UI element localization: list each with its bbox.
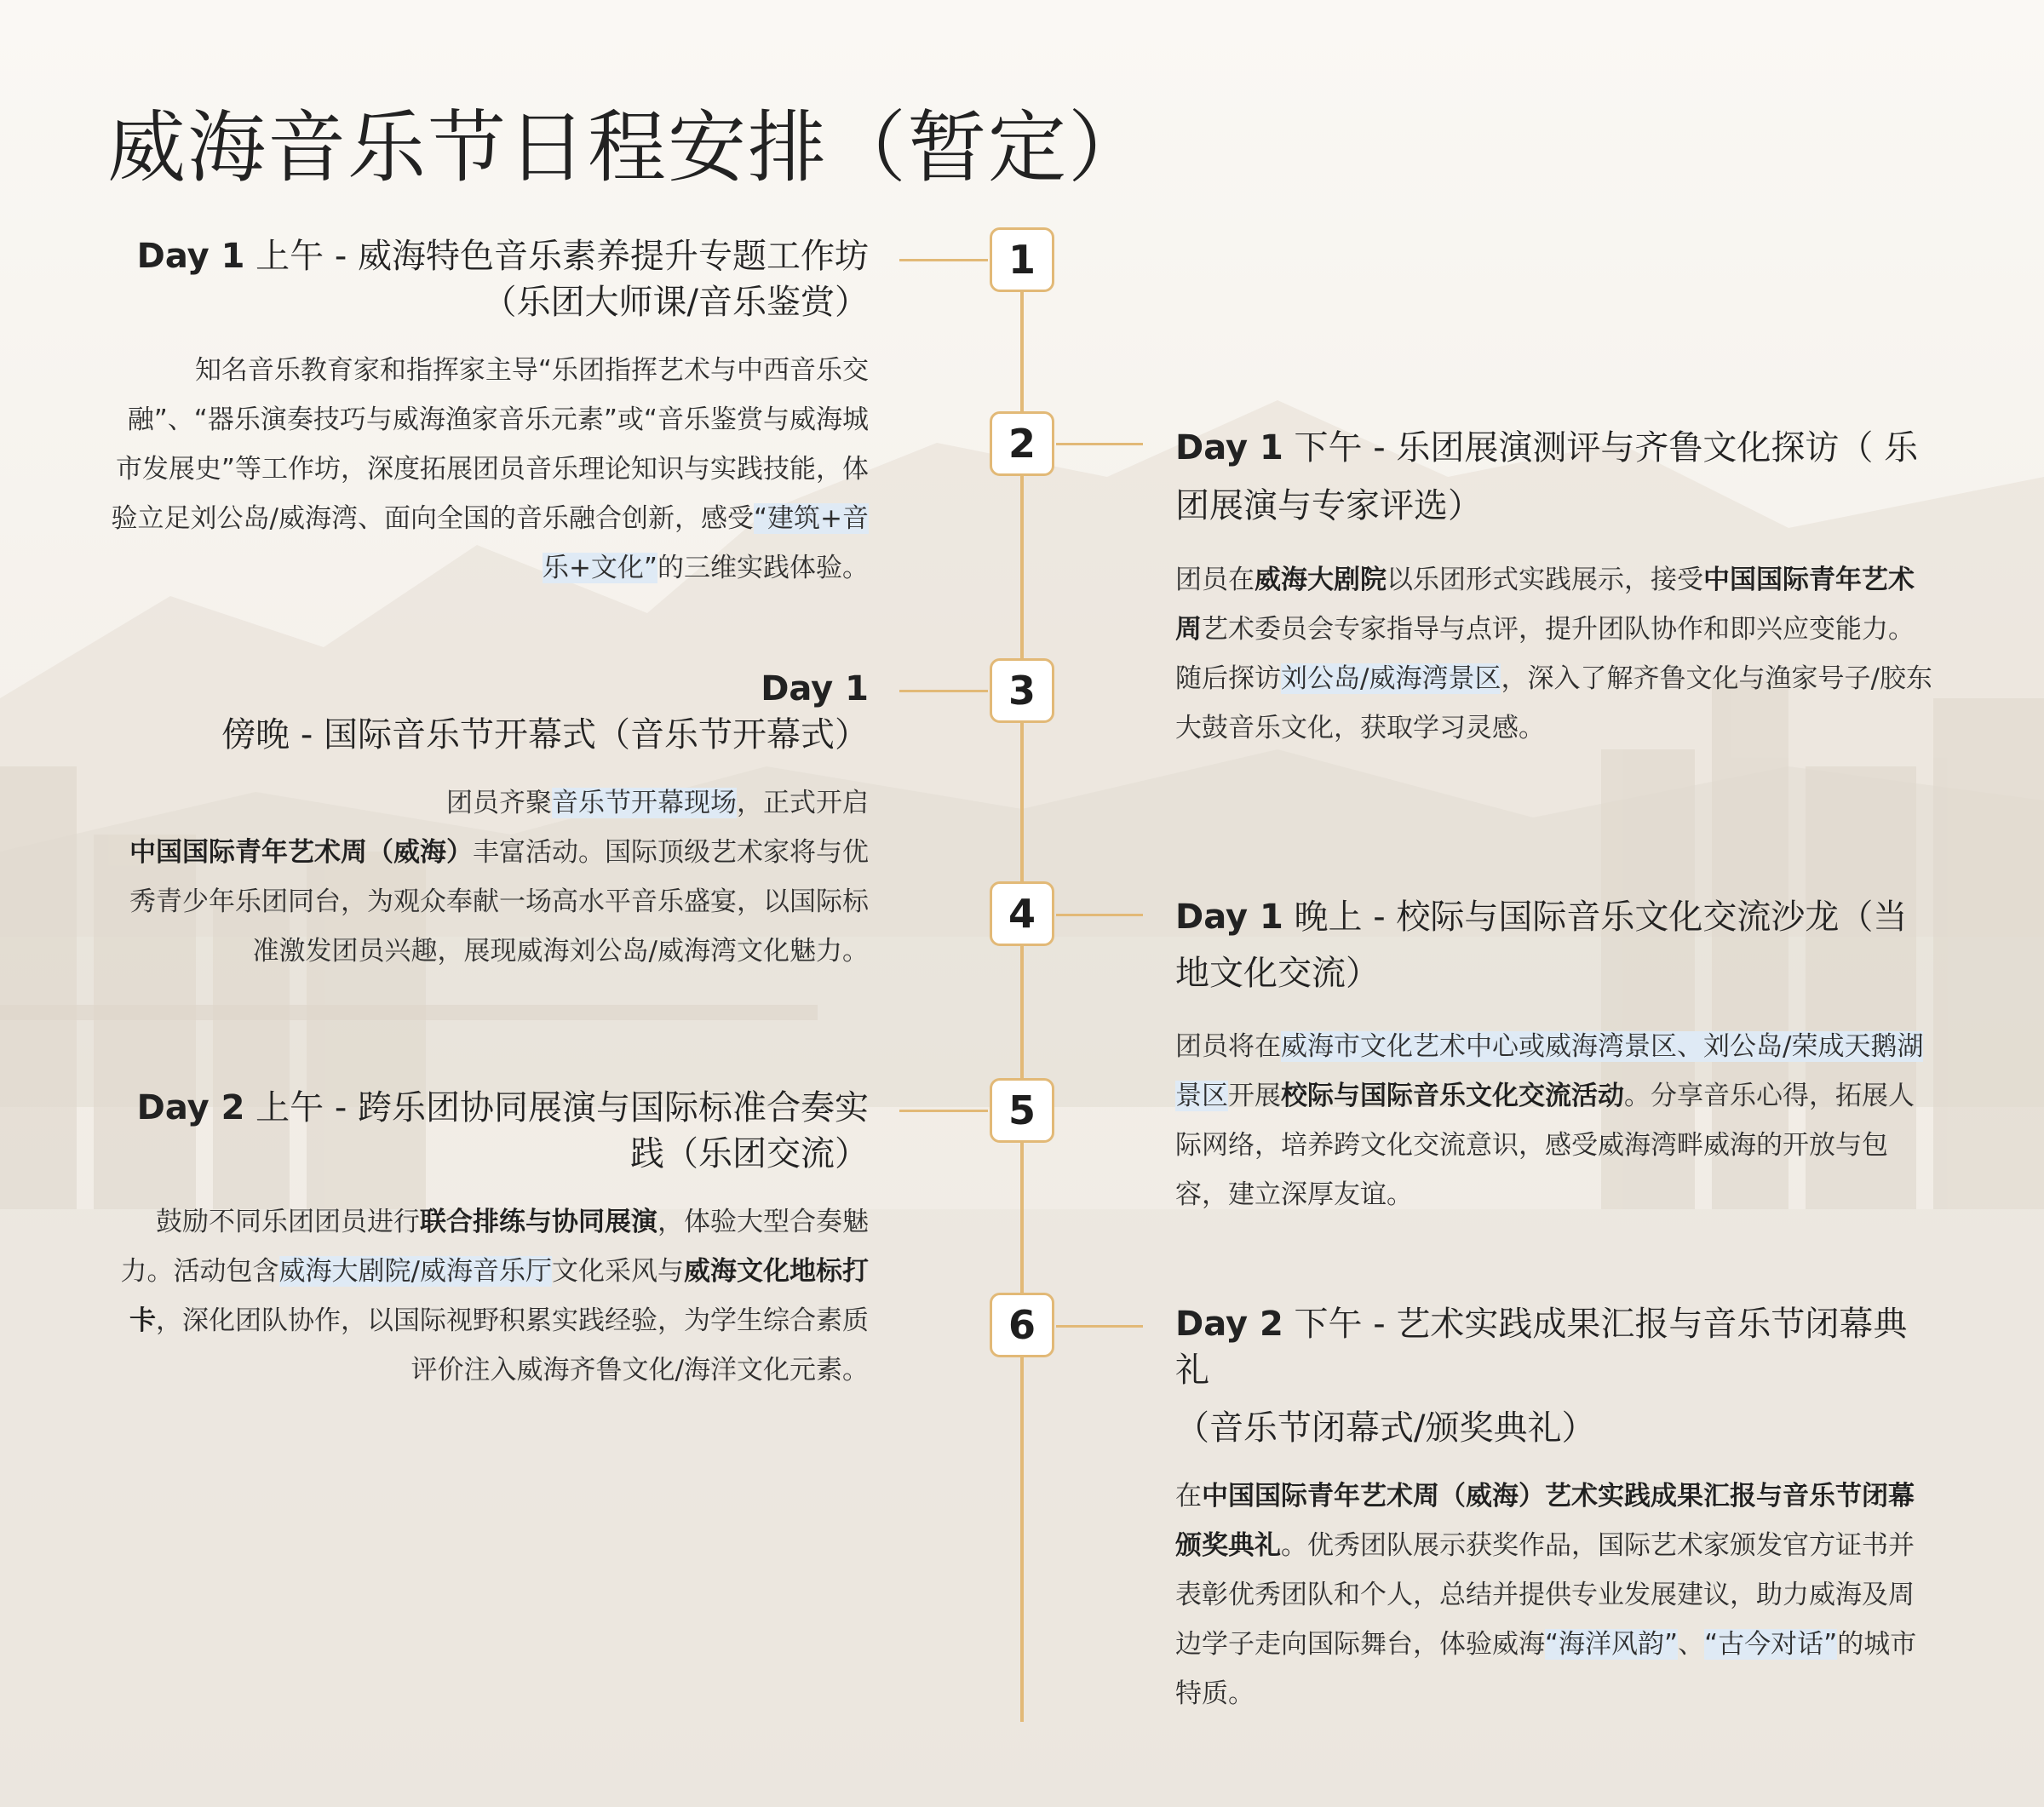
desc-highlight: 刘公岛/威海湾景区: [1281, 663, 1501, 694]
desc-text: 知名音乐教育家和指挥家主导“乐团指挥艺术与中西音乐交融”、“器乐演奏技巧与威海渔家音乐元素”或“音乐鉴赏与威海城市发展史”等工作坊，深度拓展团员音乐理论知识与实践技能，体验立足刘公岛/威海湾、面向全国的音乐融合创新，感受: [111, 355, 869, 534]
event-heading: [1175, 1301, 1933, 1393]
desc-bold: 威海文化地标打卡: [129, 1256, 869, 1336]
event-3: [107, 666, 869, 976]
desc-text: 的城市特质。: [1175, 1629, 1917, 1709]
event-day: Day 2: [136, 1088, 245, 1127]
event-6: [1175, 1301, 1933, 1718]
event-heading: [107, 233, 869, 325]
desc-highlight: 音乐节开幕现场: [552, 788, 737, 818]
connector-1: [899, 259, 988, 261]
event-day: Day 1: [1175, 428, 1283, 468]
desc-text: 团员将在: [1175, 1031, 1281, 1062]
desc-highlight: 威海大剧院/威海音乐厅: [278, 1256, 552, 1287]
event-description: [107, 346, 869, 593]
desc-text: ，体验大型合奏魅力。活动包含: [120, 1207, 869, 1287]
desc-bold: 威海大剧院: [1255, 565, 1387, 595]
event-heading: [1175, 889, 1933, 1001]
desc-bold: 中国国际青年艺术周（威海）: [129, 837, 473, 868]
desc-bold: 校际与国际音乐文化交流活动: [1281, 1081, 1624, 1111]
page-title: 威海音乐节日程安排（暂定）: [107, 102, 1149, 193]
step-marker-6: 6: [990, 1293, 1054, 1357]
desc-text: 团员在: [1175, 565, 1255, 595]
desc-bold: 中国国际青年艺术周（威海）艺术实践成果汇报与音乐节闭幕颁奖典礼: [1175, 1481, 1915, 1561]
desc-bold: 联合排练与协同展演: [420, 1207, 657, 1237]
event-day: Day 2: [1175, 1305, 1283, 1344]
connector-2: [1056, 443, 1143, 445]
event-day: Day 1: [136, 237, 245, 276]
event-day: Day 1: [1175, 898, 1283, 937]
desc-text: ，正式开启: [737, 788, 869, 818]
event-2: [1175, 419, 1933, 753]
desc-text: ，深入了解齐鲁文化与渔家号子/胶东大鼓音乐文化，获取学习灵感。: [1175, 663, 1932, 743]
event-description: [107, 778, 869, 976]
desc-text: 鼓励不同乐团团员进行: [156, 1207, 420, 1237]
event-heading: [107, 1085, 869, 1177]
event-title: 傍晚 - 国际音乐节开幕式（音乐节开幕式）: [221, 715, 869, 754]
connector-5: [899, 1110, 988, 1112]
event-subheading: （音乐节闭幕式/颁奖典礼）: [1175, 1408, 1596, 1448]
event-title: 下午 - 艺术实践成果汇报与音乐节闭幕典礼: [1175, 1305, 1908, 1390]
step-marker-5: 5: [990, 1078, 1054, 1143]
event-title: 下午 - 乐团展演测评与齐鲁文化探访（ 乐团展演与专家评选）: [1175, 428, 1919, 525]
desc-text: 。优秀团队展示获奖作品，国际艺术家颁发官方证书并表彰优秀团队和个人，总结并提供专业发展建议，助力威海及周边学子走向国际舞台，体验威海: [1175, 1530, 1915, 1660]
desc-text: 艺术委员会专家指导与点评，提升团队协作和即兴应变能力。随后探访: [1175, 614, 1915, 694]
connector-3: [899, 690, 988, 692]
event-1: [107, 233, 869, 593]
desc-highlight: 威海市文化艺术中心或威海湾景区、刘公岛/荣成天鹅湖景区: [1175, 1031, 1924, 1111]
event-description: [1175, 555, 1933, 753]
desc-text: 丰富活动。国际顶级艺术家将与优秀青少年乐团同台，为观众奉献一场高水平音乐盛宴，以国际标准激发团员兴趣，展现威海刘公岛/威海湾文化魅力。: [129, 837, 869, 967]
desc-text: 以乐团形式实践展示，接受: [1387, 565, 1703, 595]
event-day: Day 1: [761, 669, 869, 708]
desc-text: 在: [1175, 1481, 1202, 1512]
desc-highlight: “海洋风韵”: [1545, 1629, 1679, 1660]
desc-highlight: “建筑+音乐+文化”: [542, 503, 869, 583]
desc-text: ，深化团队协作，以国际视野积累实践经验，为学生综合素质评价注入威海齐鲁文化/海洋文化元素。: [156, 1305, 869, 1385]
event-title: 上午 - 威海特色音乐素养提升专题工作坊（乐团大师课/音乐鉴赏）: [244, 237, 869, 322]
step-marker-1: 1: [990, 227, 1054, 292]
event-heading: [107, 666, 869, 758]
desc-text: 开展: [1228, 1081, 1281, 1111]
desc-text: 。分享音乐心得，拓展人际网络，培养跨文化交流意识，感受威海湾畔威海的开放与包容，建立深厚友谊。: [1175, 1081, 1915, 1210]
connector-6: [1056, 1325, 1143, 1328]
desc-text: 、: [1678, 1629, 1705, 1660]
step-marker-4: 4: [990, 881, 1054, 946]
desc-bold: 中国国际青年艺术周: [1175, 565, 1915, 645]
event-description: [107, 1197, 869, 1395]
desc-highlight: “古今对话”: [1704, 1629, 1838, 1660]
desc-text: 的三维实践体验。: [657, 553, 869, 583]
event-title: 晚上 - 校际与国际音乐文化交流沙龙（当地文化交流）: [1175, 898, 1908, 993]
event-5: [107, 1085, 869, 1395]
desc-text: 团员齐聚: [446, 788, 552, 818]
event-heading: [1175, 419, 1933, 535]
event-description: [1175, 1471, 1933, 1718]
connector-4: [1056, 914, 1143, 916]
desc-text: 文化采风与: [552, 1256, 684, 1287]
step-marker-3: 3: [990, 658, 1054, 723]
event-description: [1175, 1022, 1933, 1219]
event-4: [1175, 889, 1933, 1219]
event-title: 上午 - 跨乐团协同展演与国际标准合奏实践（乐团交流）: [244, 1088, 869, 1173]
step-marker-2: 2: [990, 411, 1054, 476]
